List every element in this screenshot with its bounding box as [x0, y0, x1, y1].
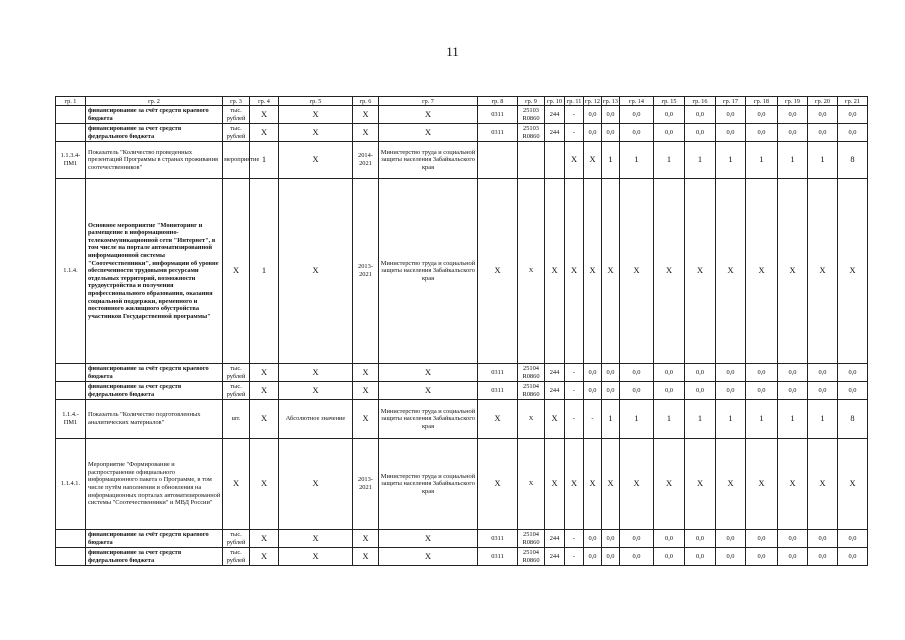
table-row — [56, 124, 868, 142]
row-description: Показатель "Количество проведенных презентаций Программы в странах проживания соотечественников" — [86, 142, 223, 179]
table-cell: Х — [478, 400, 518, 439]
table-cell: Х — [602, 439, 620, 530]
table-cell: 0,0 — [620, 530, 654, 548]
column-header: гр. 12 — [585, 97, 600, 105]
table-cell: Министерство труда и социальной защиты населения Забайкальского края — [379, 400, 478, 439]
table-cell: 0,0 — [808, 382, 838, 400]
table-cell: 0,0 — [602, 106, 620, 124]
table-cell: Х — [279, 548, 353, 566]
table-cell: 1 — [716, 142, 746, 179]
column-header: гр. 10 — [545, 97, 565, 106]
table-cell: 1 — [250, 142, 279, 179]
table-cell: Х — [584, 142, 602, 179]
table-cell: Х — [279, 106, 353, 124]
table-cell: 0,0 — [654, 124, 685, 142]
table-cell: Х — [379, 364, 478, 382]
table-cell — [545, 142, 565, 179]
table-cell: Х — [279, 124, 353, 142]
table-cell: 0,0 — [620, 382, 654, 400]
table-cell: Х — [778, 439, 808, 530]
table-cell: 1 — [654, 400, 685, 439]
table-cell: Х — [584, 439, 602, 530]
column-header: гр. 15 — [654, 97, 685, 106]
table-cell: Х — [353, 530, 379, 548]
table-cell: 244 — [545, 530, 565, 548]
table-cell: Х — [518, 179, 545, 364]
table-cell: Х — [279, 382, 353, 400]
table-cell: Министерство труда и социальной защиты населения Забайкальского края — [379, 439, 478, 530]
table-cell: Х — [565, 439, 584, 530]
table-cell: 0,0 — [620, 548, 654, 566]
table-cell: 0,0 — [685, 124, 716, 142]
table-cell: 0,0 — [584, 124, 602, 142]
table-cell: Х — [716, 179, 746, 364]
table-cell: Х — [478, 439, 518, 530]
table-cell: 1 — [808, 142, 838, 179]
table-cell: Х — [716, 439, 746, 530]
table-cell: Х — [685, 439, 716, 530]
table-cell: 0,0 — [808, 124, 838, 142]
table-cell: Х — [379, 530, 478, 548]
row-code — [56, 382, 86, 400]
table-cell: 0,0 — [620, 364, 654, 382]
table-cell: 25103 R0860 — [518, 106, 545, 124]
table-cell: Х — [250, 548, 279, 566]
table-cell: 1 — [602, 400, 620, 439]
table-cell: 8 — [838, 142, 868, 179]
table-cell: 1 — [778, 142, 808, 179]
table-cell: 0,0 — [602, 382, 620, 400]
page-number: 11 — [446, 44, 459, 59]
row-code: 1.1.4. — [56, 179, 86, 364]
column-header: гр. 19 — [778, 97, 808, 106]
table-cell: 0,0 — [746, 364, 778, 382]
table-cell: 0,0 — [778, 124, 808, 142]
table-cell: Министерство труда и социальной защиты населения Забайкальского края — [379, 142, 478, 179]
column-header: гр. 20 — [808, 97, 838, 106]
table-cell: 0,0 — [716, 382, 746, 400]
table-row — [56, 106, 868, 124]
table-cell: 0,0 — [838, 530, 868, 548]
table-cell: 0,0 — [746, 124, 778, 142]
table-cell: Х — [518, 439, 545, 530]
table-cell: 1 — [746, 400, 778, 439]
row-code: 1.1.4.1. — [56, 439, 86, 530]
table-cell: Х — [279, 364, 353, 382]
table-cell: 1 — [778, 400, 808, 439]
table-cell: Х — [808, 439, 838, 530]
table-cell: Х — [654, 439, 685, 530]
table-cell: 0,0 — [808, 530, 838, 548]
row-description: финансирование за счёт средств краевого бюджета — [86, 530, 223, 548]
table-cell: Х — [353, 106, 379, 124]
row-code — [56, 106, 86, 124]
column-header: гр. 7 — [379, 97, 478, 106]
column-header: гр. 11 — [565, 97, 584, 106]
row-description: финансирование за счёт средств краевого бюджета — [86, 364, 223, 382]
table-cell — [478, 142, 518, 179]
table-cell: Х — [223, 439, 250, 530]
table-cell: 8 — [838, 400, 868, 439]
table-cell: Х — [620, 439, 654, 530]
table-cell: 25104 R0860 — [518, 530, 545, 548]
table-cell: 2014-2021 — [353, 142, 379, 179]
table-cell: 0,0 — [685, 530, 716, 548]
table-cell: Абсолютное значение — [279, 400, 353, 439]
table-row — [56, 364, 868, 382]
table-cell: Х — [379, 548, 478, 566]
table-cell: 0,0 — [778, 530, 808, 548]
table-cell: Х — [545, 400, 565, 439]
table-cell: Х — [545, 439, 565, 530]
table-cell: 0,0 — [620, 124, 654, 142]
table-cell: - — [565, 530, 584, 548]
table-cell: Х — [778, 179, 808, 364]
table-cell: 0,0 — [685, 106, 716, 124]
table-cell: 1 — [602, 142, 620, 179]
table-cell: Министерство труда и социальной защиты населения Забайкальского края — [379, 179, 478, 364]
table-cell: Х — [250, 106, 279, 124]
table-cell: 0,0 — [685, 548, 716, 566]
table-cell: Х — [654, 179, 685, 364]
table-cell: - — [565, 124, 584, 142]
table-cell: 0,0 — [685, 382, 716, 400]
table-cell: Х — [838, 179, 868, 364]
column-header: гр. 2 — [86, 97, 223, 106]
table-cell: Х — [250, 530, 279, 548]
column-header: гр. 21 — [838, 97, 868, 106]
table-cell: Х — [279, 439, 353, 530]
table-cell: Х — [379, 106, 478, 124]
table-cell: 0,0 — [716, 548, 746, 566]
table-cell: Х — [838, 439, 868, 530]
table-cell: 1 — [620, 142, 654, 179]
table-cell: 0,0 — [654, 382, 685, 400]
table-cell: 0,0 — [602, 548, 620, 566]
table-cell: 0,0 — [584, 530, 602, 548]
table-cell: Х — [250, 439, 279, 530]
table-cell: 244 — [545, 106, 565, 124]
table-cell: 0,0 — [716, 124, 746, 142]
table-cell: 0,0 — [584, 364, 602, 382]
column-header: гр. 5 — [279, 97, 353, 106]
table-cell: Х — [353, 548, 379, 566]
table-cell: 25104 R0860 — [518, 548, 545, 566]
table-cell: 0,0 — [654, 364, 685, 382]
column-header: гр. 14 — [620, 97, 654, 106]
row-description: финансирование за счёт средств краевого бюджета — [86, 106, 223, 124]
table-cell: 0,0 — [746, 106, 778, 124]
table-cell: 0,0 — [584, 106, 602, 124]
table-cell: Х — [353, 124, 379, 142]
row-description: финансирование за счет средств федерального бюджета — [86, 548, 223, 566]
table-row — [56, 179, 868, 364]
table-cell: 0,0 — [654, 548, 685, 566]
table-cell: 0,0 — [838, 548, 868, 566]
table-cell: Х — [685, 179, 716, 364]
table-cell: Х — [353, 400, 379, 439]
table-cell: - — [565, 382, 584, 400]
row-code: 1.1.3.4-ПМ1 — [56, 142, 86, 179]
row-code — [56, 548, 86, 566]
table-cell: 1 — [746, 142, 778, 179]
table-cell: 1 — [716, 400, 746, 439]
table-cell: 0,0 — [838, 124, 868, 142]
table-cell: Х — [353, 364, 379, 382]
header-row — [56, 97, 868, 106]
table-cell: 2013-2021 — [353, 439, 379, 530]
table-cell: 0,0 — [838, 364, 868, 382]
table-row — [56, 400, 868, 439]
table-cell: Х — [250, 400, 279, 439]
table-cell: Х — [584, 179, 602, 364]
table-cell: 244 — [545, 548, 565, 566]
row-description: Основное мероприятие "Мониторинг и размещение в информационно-телекоммуникационной сети "Интернет", в том числе на портале автоматизированной информационной системы "Соотечественники", информации об уровне обеспеченности трудовыми ресурсами отдельных территорий, возможности трудоустройства и получения профессионального образования, оказания социальной поддержки, временного и постоянного жилищного обустройства участников Государственной программы" — [86, 179, 223, 364]
table-cell: 0311 — [478, 106, 518, 124]
table-cell: Х — [808, 179, 838, 364]
table-cell: 244 — [545, 124, 565, 142]
table-cell: 0,0 — [808, 106, 838, 124]
row-description: финансирование за счет средств федерального бюджета — [86, 124, 223, 142]
table-cell: 1 — [685, 142, 716, 179]
table-cell: 0,0 — [838, 382, 868, 400]
table-cell: 0,0 — [716, 364, 746, 382]
table-cell: 0,0 — [584, 548, 602, 566]
table-row — [56, 548, 868, 566]
table-cell: Х — [279, 530, 353, 548]
table-cell: 2013-2021 — [353, 179, 379, 364]
row-code — [56, 364, 86, 382]
table-cell: - — [565, 400, 584, 439]
column-header: гр. 8 — [478, 97, 518, 106]
row-code — [56, 530, 86, 548]
table-cell: Х — [602, 179, 620, 364]
column-header: гр. 9 — [518, 97, 545, 106]
table-cell: Х — [353, 382, 379, 400]
table-cell: тыс. рублей — [223, 548, 250, 566]
table-cell: 0,0 — [778, 364, 808, 382]
column-header: гр. 4 — [250, 97, 279, 106]
table-cell: 0,0 — [584, 382, 602, 400]
column-header: гр. 1 — [56, 97, 86, 106]
table-row — [56, 530, 868, 548]
table-cell: 0311 — [478, 124, 518, 142]
column-header: гр. 18 — [746, 97, 778, 106]
table-cell: 0,0 — [746, 548, 778, 566]
table-cell: 0311 — [478, 364, 518, 382]
table-cell: Х — [250, 364, 279, 382]
table-cell: 0,0 — [778, 106, 808, 124]
table-cell: 0,0 — [716, 530, 746, 548]
table-cell: 1 — [250, 179, 279, 364]
table-cell: тыс. рублей — [223, 106, 250, 124]
program-table — [55, 96, 868, 566]
row-description: Показатель "Количество подготовленных аналитических материалов" — [86, 400, 223, 439]
table-cell: 0,0 — [778, 382, 808, 400]
table-cell: 0,0 — [602, 530, 620, 548]
table-cell: 244 — [545, 382, 565, 400]
table-cell: 0311 — [478, 548, 518, 566]
table-cell: 0,0 — [808, 548, 838, 566]
table-cell: 0,0 — [716, 106, 746, 124]
table-cell: Х — [518, 400, 545, 439]
table-cell: 0,0 — [778, 548, 808, 566]
column-header: гр. 17 — [716, 97, 746, 106]
column-header: гр. 3 — [223, 97, 250, 106]
table-cell: 0,0 — [746, 382, 778, 400]
table-cell: - — [565, 364, 584, 382]
table-cell: 1 — [654, 142, 685, 179]
table-cell: Х — [565, 179, 584, 364]
column-header: гр. 13 — [603, 97, 618, 105]
table-cell: - — [565, 548, 584, 566]
row-code — [56, 124, 86, 142]
table-cell: 25103 R0860 — [518, 124, 545, 142]
table-cell: - — [565, 106, 584, 124]
table-cell: 0,0 — [602, 124, 620, 142]
table-cell: тыс. рублей — [223, 382, 250, 400]
table-cell: Х — [379, 124, 478, 142]
row-description: Мероприятие "Формирование и распространение официального информационного пакета о Программе, в том числе путём наполнения и обновления на информационных порталах автоматизированной системы "Соотечественники" и МВД России" — [86, 439, 223, 530]
table-cell: Х — [279, 142, 353, 179]
table-cell — [518, 142, 545, 179]
table-cell: Х — [379, 382, 478, 400]
table-cell: - — [584, 400, 602, 439]
table-cell: Х — [565, 142, 584, 179]
row-code: 1.1.4.-ПМ1 — [56, 400, 86, 439]
table-cell: мероприятие — [223, 142, 250, 179]
table-cell: 25104 R0860 — [518, 364, 545, 382]
table-cell: 244 — [545, 364, 565, 382]
table-row — [56, 142, 868, 179]
table-cell: Х — [620, 179, 654, 364]
table-cell: 1 — [808, 400, 838, 439]
table-cell: Х — [250, 382, 279, 400]
table-cell: 0,0 — [808, 364, 838, 382]
table-row — [56, 439, 868, 530]
table-row — [56, 382, 868, 400]
table-cell: тыс. рублей — [223, 530, 250, 548]
table-cell: Х — [223, 179, 250, 364]
table-cell: Х — [279, 179, 353, 364]
table-cell: Х — [478, 179, 518, 364]
table-cell: шт. — [223, 400, 250, 439]
table-cell: 0,0 — [620, 106, 654, 124]
table-cell: 0,0 — [685, 364, 716, 382]
table-cell: Х — [545, 179, 565, 364]
table-cell: 0,0 — [654, 106, 685, 124]
row-description: финансирование за счет средств федерального бюджета — [86, 382, 223, 400]
table-cell: 0311 — [478, 530, 518, 548]
table-cell: тыс. рублей — [223, 124, 250, 142]
table-cell: 0,0 — [746, 530, 778, 548]
table-cell: 0,0 — [602, 364, 620, 382]
table-cell: 1 — [620, 400, 654, 439]
table-cell: Х — [250, 124, 279, 142]
table-cell: 0311 — [478, 382, 518, 400]
table-cell: Х — [746, 439, 778, 530]
column-header: гр. 16 — [685, 97, 716, 106]
table-cell: Х — [746, 179, 778, 364]
column-header: гр. 6 — [353, 97, 379, 106]
table-cell: 0,0 — [838, 106, 868, 124]
table-cell: тыс. рублей — [223, 364, 250, 382]
table-cell: 25104 R0860 — [518, 382, 545, 400]
table-cell: 0,0 — [654, 530, 685, 548]
table-cell: 1 — [685, 400, 716, 439]
